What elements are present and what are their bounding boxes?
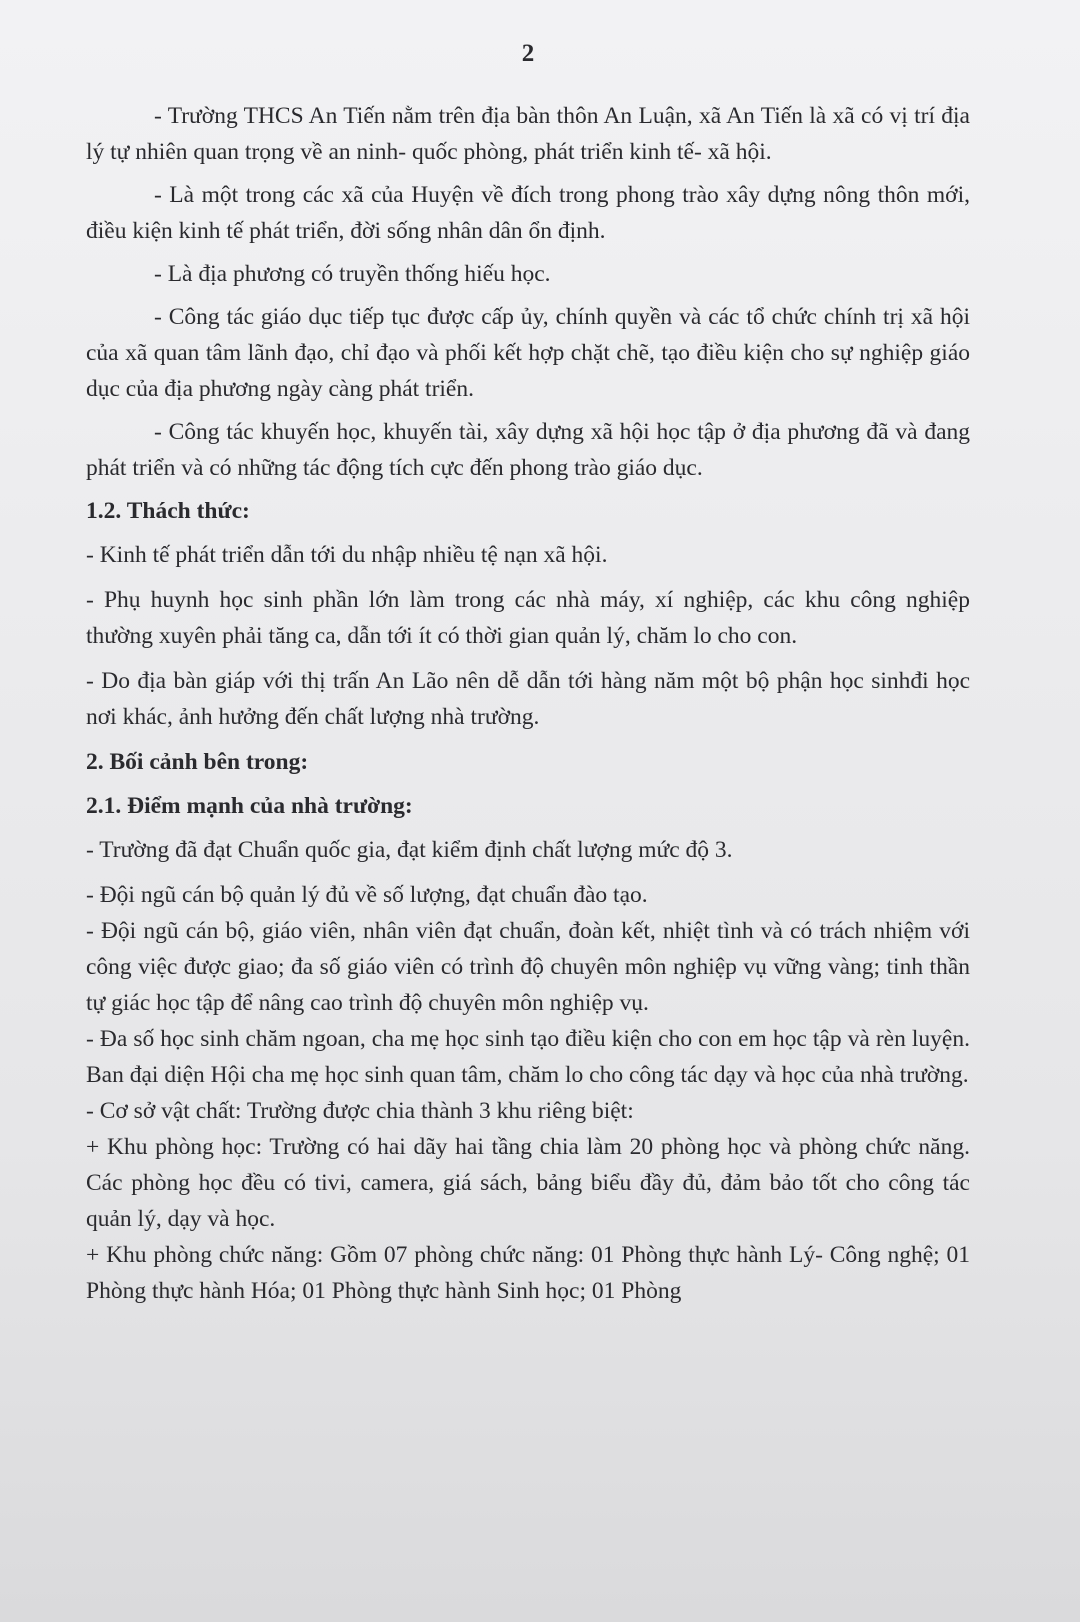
page-number: 2 (521, 40, 535, 67)
context-paragraph: - Là một trong các xã của Huyện về đích trong phong trào xây dựng nông thôn mới, điều kiện kinh tế phát triển, đời sống nhân dân ổn định. (86, 182, 970, 244)
list-item: - Đội ngũ cán bộ quản lý đủ về số lượng, đạt chuẩn đào tạo. (86, 882, 648, 908)
list-item: - Đội ngũ cán bộ, giáo viên, nhân viên đạt chuẩn, đoàn kết, nhiệt tình và có trách nhiệm với công việc được giao; đa số giáo viên có trình độ chuyên môn nghiệp vụ vững vàng; tinh thần tự giác học tập để nâng cao trình độ chuyên môn nghiệp vụ. (86, 918, 970, 1016)
list-item: - Đa số học sinh chăm ngoan, cha mẹ học sinh tạo điều kiện cho con em học tập và rèn luyện. Ban đại diện Hội cha mẹ học sinh quan tâm, chăm lo cho công tác dạy và học của nhà trường. (86, 1026, 970, 1088)
list-item: + Khu phòng học: Trường có hai dãy hai tầng chia làm 20 phòng học và phòng chức năng. Các phòng học đều có tivi, camera, giá sách, bảng biểu đầy đủ, đảm bảo tốt cho công tác quản lý, dạy và học. (86, 1134, 970, 1232)
list-item: - Cơ sở vật chất: Trường được chia thành 3 khu riêng biệt: (86, 1098, 634, 1124)
list-item: - Do địa bàn giáp với thị trấn An Lão nên dễ dẫn tới hàng năm một bộ phận học sinhđi học nơi khác, ảnh hưởng đến chất lượng nhà trường. (86, 668, 970, 730)
list-item: - Kinh tế phát triển dẫn tới du nhập nhiều tệ nạn xã hội. (86, 542, 608, 568)
list-item: - Trường đã đạt Chuẩn quốc gia, đạt kiểm định chất lượng mức độ 3. (86, 837, 733, 863)
challenges-section (86, 493, 970, 735)
section-heading: 2. Bối cảnh bên trong: (86, 749, 309, 775)
context-paragraph: - Là địa phương có truyền thống hiếu học. (154, 261, 551, 287)
context-paragraph: - Trường THCS An Tiến nằm trên địa bàn thôn An Luận, xã An Tiến là xã có vị trí địa lý tự nhiên quan trọng về an ninh- quốc phòng, phát triển kinh tế- xã hội. (86, 103, 970, 165)
section-heading: 2.1. Điểm mạnh của nhà trường: (86, 793, 413, 819)
context-paragraph: - Công tác giáo dục tiếp tục được cấp ủy, chính quyền và các tổ chức chính trị xã hội của xã quan tâm lãnh đạo, chỉ đạo và phối kết hợp chặt chẽ, tạo điều kiện cho sự nghiệp giáo dục của địa phương ngày càng phát triển. (86, 304, 970, 402)
context-paragraph: - Công tác khuyến học, khuyến tài, xây dựng xã hội học tập ở địa phương đã và đang phát triển và có những tác động tích cực đến phong trào giáo dục. (86, 419, 970, 481)
context-section (86, 98, 970, 486)
list-item: - Phụ huynh học sinh phần lớn làm trong các nhà máy, xí nghiệp, các khu công nghiệp thường xuyên phải tăng ca, dẫn tới ít có thời gian quản lý, chăm lo cho con. (86, 587, 970, 649)
section-heading: 1.2. Thách thức: (86, 498, 250, 524)
strengths-section (86, 788, 970, 1309)
list-item: + Khu phòng chức năng: Gồm 07 phòng chức năng: 01 Phòng thực hành Lý- Công nghệ; 01 Phòng thực hành Hóa; 01 Phòng thực hành Sinh học; 01 Phòng (86, 1242, 970, 1304)
